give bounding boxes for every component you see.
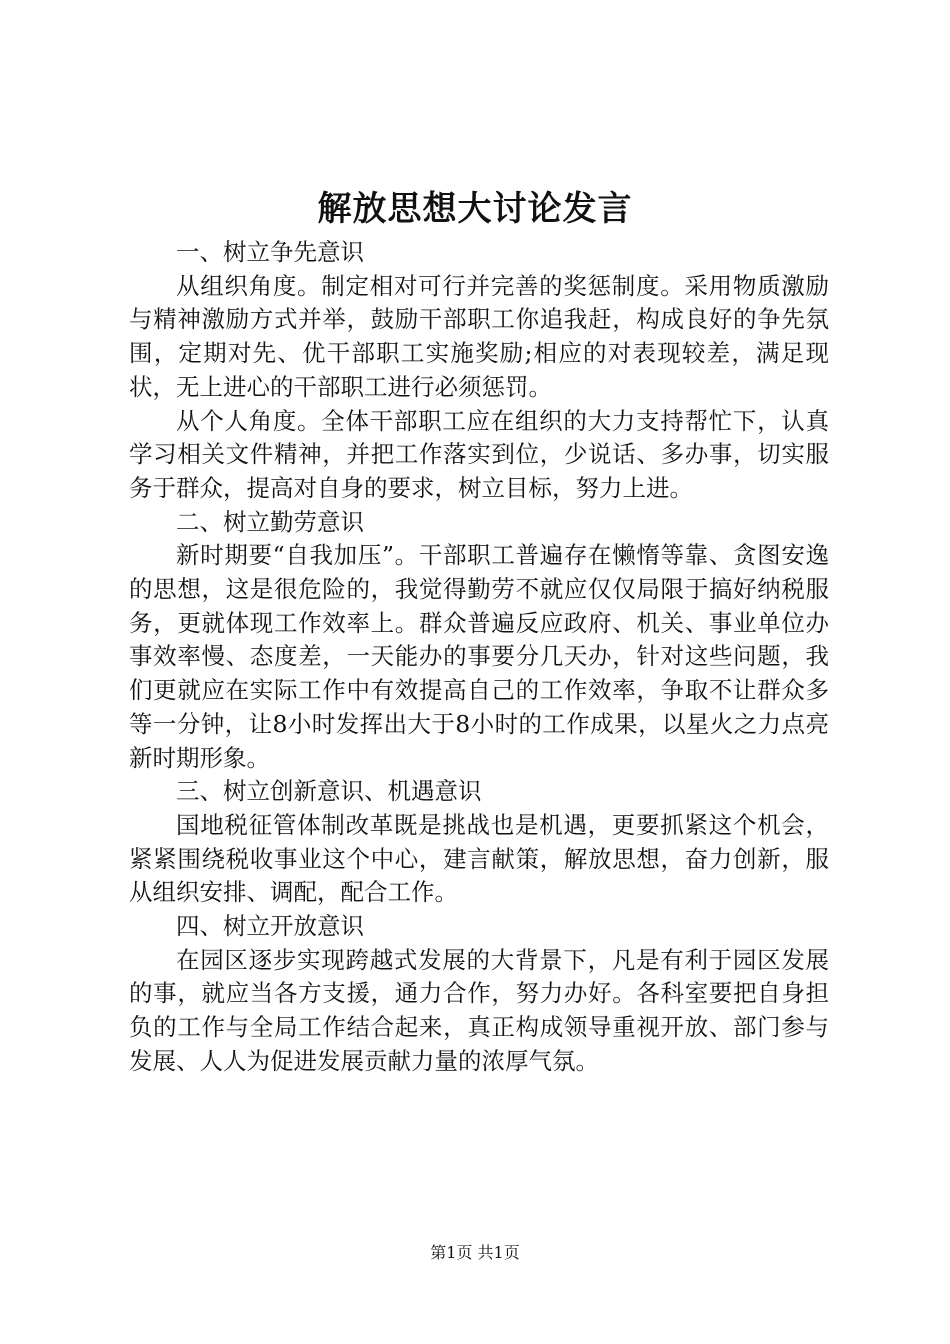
heading-3: 三、树立创新意识、机遇意识 [176, 777, 482, 806]
page-footer: 第1页 共1页 [430, 1243, 520, 1262]
heading-1: 一、树立争先意识 [176, 238, 364, 266]
heading-4: 四、树立开放意识 [176, 912, 364, 941]
paragraph: 从组织角度。制定相对可行并完善的奖惩制度。采用物质激励与精神激励方式并举，鼓励干部职工你追我赶，构成良好的争先氛围，定期对先、优干部职工实施奖励;相应的对表现较差，满足现状，无上进心的干部职工进行必须惩罚。 [129, 271, 829, 401]
document-body [129, 236, 829, 1079]
heading-2: 二、树立勤劳意识 [176, 507, 364, 536]
paragraph: 新时期要“自我加压”。干部职工普遍存在懒惰等靠、贪图安逸的思想，这是很危险的，我觉得勤劳不就应仅仅局限于搞好纳税服务，更就体现工作效率上。群众普遍反应政府、机关、事业单位办事效率慢、态度差，一天能办的事要分几天办，针对这些问题，我们更就应在实际工作中有效提高自己的工作效率，争取不让群众多等一分钟，让8小时发挥出大于8小时的工作成果，以星火之力点亮新时期形象。 [129, 541, 829, 772]
paragraph: 在园区逐步实现跨越式发展的大背景下，凡是有利于园区发展的事，就应当各方支援，通力合作，努力办好。各科室要把自身担负的工作与全局工作结合起来，真正构成领导重视开放、部门参与发展、人人为促进发展贡献力量的浓厚气氛。 [129, 945, 829, 1075]
paragraph: 国地税征管体制改革既是挑战也是机遇，更要抓紧这个机会，紧紧围绕税收事业这个中心，建言献策，解放思想，奋力创新，服从组织安排、调配，配合工作。 [129, 810, 829, 907]
document-title: 解放思想大讨论发言 [317, 189, 633, 229]
paragraph: 从个人角度。全体干部职工应在组织的大力支持帮忙下，认真学习相关文件精神，并把工作落实到位，少说话、多办事，切实服务于群众，提高对自身的要求，树立目标，努力上进。 [129, 406, 829, 502]
